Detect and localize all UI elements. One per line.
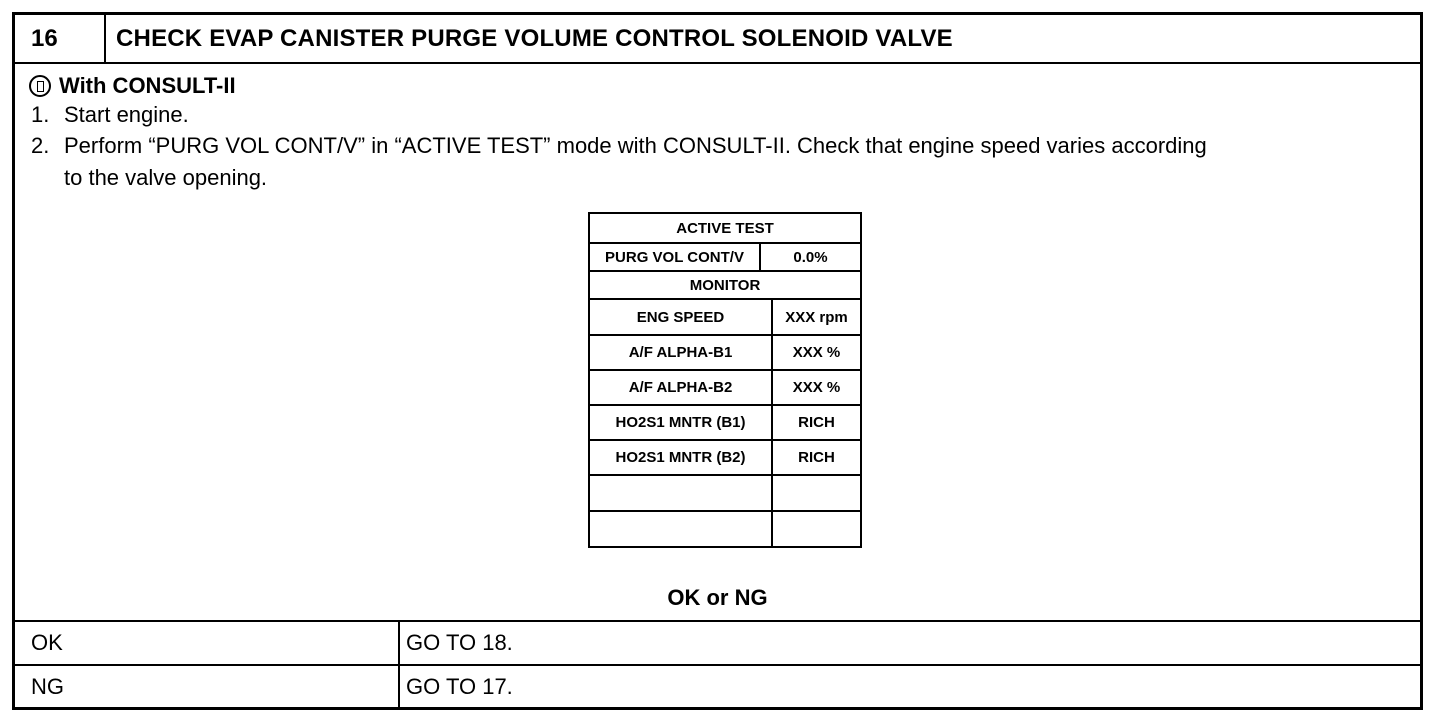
active-test-item-value: 0.0%	[793, 248, 828, 266]
step-title: CHECK EVAP CANISTER PURGE VOLUME CONTROL SOLENOID VALVE	[116, 25, 953, 52]
monitor-row	[590, 371, 860, 406]
procedure-frame	[12, 12, 1423, 710]
monitor-title-row	[590, 272, 860, 300]
result-key: NG	[15, 666, 400, 708]
monitor-value: XXX %	[792, 379, 841, 396]
monitor-value	[773, 476, 860, 510]
step-number: 16	[15, 15, 106, 62]
monitor-label: ENG SPEED	[590, 300, 773, 334]
step-2-number: 2.	[31, 133, 50, 158]
monitor-row	[590, 406, 860, 441]
monitor-value: RICH	[798, 414, 835, 431]
step-2-text: Perform “PURG VOL CONT/V” in “ACTIVE TEST” mode with CONSULT-II. Check that engine speed varies according	[64, 133, 1207, 158]
step-1-number: 1.	[31, 102, 50, 127]
result-action: GO TO 18.	[406, 630, 513, 655]
result-key: OK	[15, 622, 400, 664]
monitor-value: RICH	[798, 449, 835, 466]
procedure-step-2	[31, 130, 1207, 161]
step-header	[15, 15, 1420, 64]
consult-heading-text: With CONSULT-II	[59, 73, 236, 98]
monitor-row	[590, 300, 860, 336]
procedure-body	[15, 64, 1420, 620]
active-test-item-label: PURG VOL CONT/V	[590, 244, 761, 270]
monitor-value: XXX rpm	[785, 308, 848, 326]
monitor-row	[590, 336, 860, 371]
consult-heading	[29, 71, 236, 101]
monitor-label	[590, 476, 773, 510]
result-prompt: OK or NG	[667, 585, 768, 610]
active-test-screen	[588, 212, 862, 548]
consult-tester-icon	[29, 75, 51, 97]
procedure-step-1	[31, 99, 189, 130]
monitor-label: A/F ALPHA-B2	[590, 371, 773, 404]
monitor-value	[773, 512, 860, 546]
monitor-row	[590, 512, 860, 546]
active-test-title-row	[590, 214, 860, 244]
active-test-item-row	[590, 244, 860, 272]
monitor-label: HO2S1 MNTR (B2)	[590, 441, 773, 474]
result-row-ok	[15, 620, 1420, 664]
result-row-ng	[15, 664, 1420, 708]
monitor-label: HO2S1 MNTR (B1)	[590, 406, 773, 439]
active-test-title: ACTIVE TEST	[676, 219, 774, 237]
monitor-label: A/F ALPHA-B1	[590, 336, 773, 369]
monitor-row	[590, 441, 860, 476]
monitor-value: XXX %	[792, 344, 841, 361]
monitor-label	[590, 512, 773, 546]
step-2-continuation: to the valve opening.	[64, 165, 268, 190]
monitor-row	[590, 476, 860, 512]
step-1-text: Start engine.	[64, 102, 189, 127]
result-action: GO TO 17.	[406, 674, 513, 699]
monitor-title: MONITOR	[689, 276, 761, 294]
